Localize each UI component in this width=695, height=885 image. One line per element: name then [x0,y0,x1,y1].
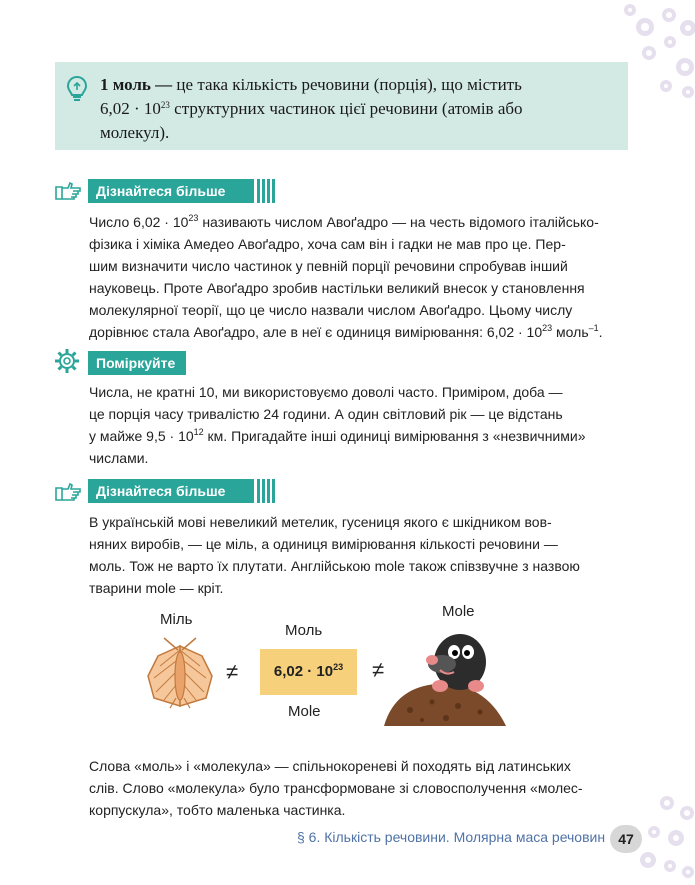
section3-paragraph [89,511,626,599]
s1-exp1: 23 [188,213,199,223]
s1-unit-exp: –1 [588,323,599,333]
mol-label: Моль [285,622,323,639]
moth-icon [140,636,220,712]
closing-line3: корпускула», тобто маленька частинка. [89,802,346,818]
section2-paragraph [89,381,626,469]
s3-line3: моль. Тож не варто їх плутати. Англійською mole також співзвучне з назвою [89,558,580,574]
s2-line1: Числа, не кратні 10, ми використовуємо доволі часто. Приміром, доба — [89,384,563,400]
closing-line1: Слова «моль» і «молекула» — спільнокореневі й походять від латинських [89,758,571,774]
s2-line2: це порція часу тривалістю 24 години. А один світловий рік — це відстань [89,406,563,422]
s1-exp6: 23 [542,323,553,333]
section1-header [88,179,275,203]
s2-line3b: км. Пригадайте інші одиниці вимірювання з «незвичними» [203,428,586,444]
not-equal-sign-2: ≠ [372,657,385,682]
definition-text [100,73,615,145]
moth-label: Міль [160,611,193,628]
not-equal-sign-1: ≠ [226,659,239,684]
section2-title: Поміркуйте [88,351,186,375]
s1-line1b: називають числом Авоґадро — на честь відомого італійсько- [198,214,599,230]
s1-line4: науковець. Проте Авоґадро зробив настільки великий внесок у становлення [89,280,585,296]
page-number: 47 [610,825,642,853]
s1-line6a: дорівнює стала Авоґадро, але в неї є одиниця вимірювання: 6,02 · 10 [89,324,543,340]
s1-line1a: Число 6,02 · 10 [89,214,189,230]
section1-title: Дізнайтеся більше [88,179,254,203]
definition-line3: молекул). [100,123,170,142]
s1-line2: фізика і хіміка Амедео Авоґадро, хоча сам він і гадки не мав про це. Пер- [89,236,566,252]
definition-number: 6,02 · 10 [100,99,161,118]
mole-top-label: Mole [442,603,475,620]
hand-pointing-icon [54,480,82,502]
s3-line1: В українській мові невеликий метелик, гусениця якого є шкідником вов- [89,514,552,530]
gear-icon [54,348,80,374]
s1-line6b: моль [552,324,589,340]
definition-term: 1 моль — [100,75,173,94]
avogadro-exponent: 23 [333,662,344,672]
lightbulb-icon [64,74,90,102]
section3-header [88,479,275,503]
s3-line4: тварини mole — кріт. [89,580,224,596]
hand-pointing-icon [54,179,82,201]
mole-bottom-label: Mole [288,703,321,720]
definition-line2: структурних частинок цієї речовини (атомів або [169,99,523,118]
section2-header [88,351,186,375]
s1-line5: молекулярної теорії, що це число назвали числом Авоґадро. Цьому числу [89,302,573,318]
definition-exponent: 23 [160,100,170,110]
header-stripes [257,479,275,503]
section3-title: Дізнайтеся більше [88,479,254,503]
avogadro-number-box [260,649,357,695]
mole-animal-icon [380,622,514,732]
s2-line3a: у майже 9,5 · 10 [89,428,194,444]
running-footer: § 6. Кількість речовини. Молярна маса речовин [297,829,606,845]
definition-line1: це така кількість речовини (порція), що містить [172,75,522,94]
closing-line2: слів. Слово «молекула» було трансформоване зі словосполучення «молес- [89,780,583,796]
section1-paragraph [89,211,626,343]
s2-line4: числами. [89,450,149,466]
s2-exp: 12 [193,427,204,437]
avogadro-number: 6,02 · 10 [273,663,334,680]
closing-paragraph [89,755,626,821]
s3-line2: няних виробів, — це міль, а одиниця вимірювання кількості речовини — [89,536,558,552]
header-stripes [257,179,275,203]
s1-line3: шим визначити число частинок у певній порції речовини спробував інший [89,258,568,274]
s1-line6end: . [598,324,603,340]
